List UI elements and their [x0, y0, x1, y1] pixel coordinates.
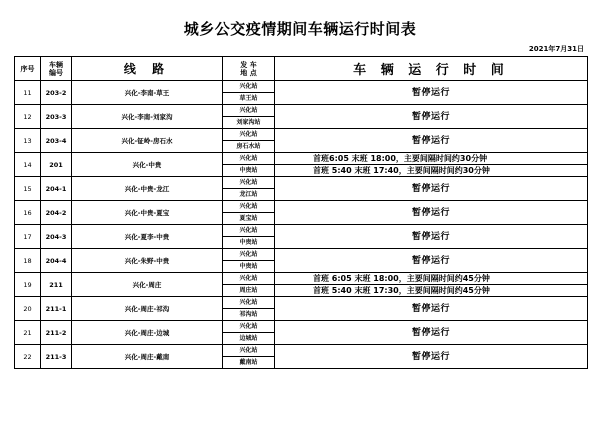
departure-station: 中贵站 [223, 165, 275, 177]
row-index: 12 [15, 105, 41, 129]
route-name: 兴化-周庄-边城 [72, 321, 223, 345]
run-status: 暂停运行 [275, 81, 588, 105]
row-index: 14 [15, 153, 41, 177]
row-index: 21 [15, 321, 41, 345]
departure-station: 兴化站 [223, 273, 275, 285]
departure-station: 祁沟站 [223, 309, 275, 321]
row-index: 19 [15, 273, 41, 297]
row-index: 22 [15, 345, 41, 369]
schedule-line: 首班 5:40 末班 17:40，主要间隔时间约30分钟 [275, 165, 588, 177]
schedule-line: 首班 5:40 末班 17:30，主要间隔时间约45分钟 [275, 285, 588, 297]
departure-station: 兴化站 [223, 177, 275, 189]
route-name: 兴化-周庄-祁沟 [72, 297, 223, 321]
departure-station: 周庄站 [223, 285, 275, 297]
route-name: 兴化-周庄 [72, 273, 223, 297]
vehicle-code: 204-3 [41, 225, 72, 249]
vehicle-code: 204-1 [41, 177, 72, 201]
run-status: 暂停运行 [275, 321, 588, 345]
table-row [15, 345, 588, 357]
vehicle-code: 211-1 [41, 297, 72, 321]
vehicle-code: 204-4 [41, 249, 72, 273]
header-seq: 序号 [15, 57, 41, 81]
table-row [15, 129, 588, 141]
vehicle-code: 203-3 [41, 105, 72, 129]
vehicle-code: 201 [41, 153, 72, 177]
header-code: 车辆 编号 [41, 57, 72, 81]
table-row [15, 81, 588, 93]
departure-station: 兴化站 [223, 105, 275, 117]
run-status: 暂停运行 [275, 105, 588, 129]
table-row [15, 153, 588, 165]
departure-station: 草王站 [223, 93, 275, 105]
route-name: 兴化-中贵-龙江 [72, 177, 223, 201]
vehicle-code: 203-4 [41, 129, 72, 153]
departure-station: 兴化站 [223, 201, 275, 213]
departure-station: 兴化站 [223, 129, 275, 141]
table-row [15, 321, 588, 333]
table-row [15, 249, 588, 261]
schedule-table [14, 56, 588, 369]
route-name: 兴化-中贵 [72, 153, 223, 177]
departure-station: 兴化站 [223, 297, 275, 309]
route-name: 兴化-夏李-中贵 [72, 225, 223, 249]
row-index: 16 [15, 201, 41, 225]
row-index: 13 [15, 129, 41, 153]
departure-station: 中贵站 [223, 261, 275, 273]
route-name: 兴化-李南-刘家沟 [72, 105, 223, 129]
table-body [15, 81, 588, 369]
header-route: 线 路 [72, 57, 223, 81]
page-title: 城乡公交疫情期间车辆运行时间表 [183, 20, 417, 38]
row-index: 17 [15, 225, 41, 249]
table-row [15, 273, 588, 285]
run-status: 暂停运行 [275, 201, 588, 225]
route-name: 兴化-朱野-中贵 [72, 249, 223, 273]
header-row [15, 57, 588, 81]
table-row [15, 297, 588, 309]
departure-station: 兴化站 [223, 249, 275, 261]
departure-station: 刘家沟站 [223, 117, 275, 129]
schedule-line: 首班 6:05 末班 18:00，主要间隔时间约45分钟 [275, 273, 588, 285]
table-row [15, 201, 588, 213]
departure-station: 兴化站 [223, 153, 275, 165]
departure-station: 中贵站 [223, 237, 275, 249]
departure-station: 房石水站 [223, 141, 275, 153]
vehicle-code: 211 [41, 273, 72, 297]
date-label: 2021年7月31日 [528, 45, 584, 53]
row-index: 20 [15, 297, 41, 321]
table-row [15, 177, 588, 189]
route-name: 兴化-周庄-戴南 [72, 345, 223, 369]
table-row [15, 225, 588, 237]
run-status: 暂停运行 [275, 225, 588, 249]
run-status: 暂停运行 [275, 345, 588, 369]
row-index: 11 [15, 81, 41, 105]
run-status: 暂停运行 [275, 177, 588, 201]
run-status: 暂停运行 [275, 249, 588, 273]
route-name: 兴化-中贵-夏宝 [72, 201, 223, 225]
departure-station: 龙江站 [223, 189, 275, 201]
vehicle-code: 204-2 [41, 201, 72, 225]
departure-station: 夏宝站 [223, 213, 275, 225]
row-index: 15 [15, 177, 41, 201]
run-status: 暂停运行 [275, 297, 588, 321]
header-station: 发 车 地 点 [223, 57, 275, 81]
table-row [15, 105, 588, 117]
departure-station: 兴化站 [223, 81, 275, 93]
departure-station: 戴南站 [223, 357, 275, 369]
departure-station: 兴化站 [223, 225, 275, 237]
schedule-line: 首班6:05 末班 18:00，主要间隔时间约30分钟 [275, 153, 588, 165]
route-name: 兴化-李南-草王 [72, 81, 223, 105]
departure-station: 兴化站 [223, 321, 275, 333]
header-time: 车 辆 运 行 时 间 [275, 57, 588, 81]
departure-station: 边城站 [223, 333, 275, 345]
vehicle-code: 211-3 [41, 345, 72, 369]
row-index: 18 [15, 249, 41, 273]
vehicle-code: 211-2 [41, 321, 72, 345]
departure-station: 兴化站 [223, 345, 275, 357]
vehicle-code: 203-2 [41, 81, 72, 105]
run-status: 暂停运行 [275, 129, 588, 153]
route-name: 兴化-钲岭-房石水 [72, 129, 223, 153]
